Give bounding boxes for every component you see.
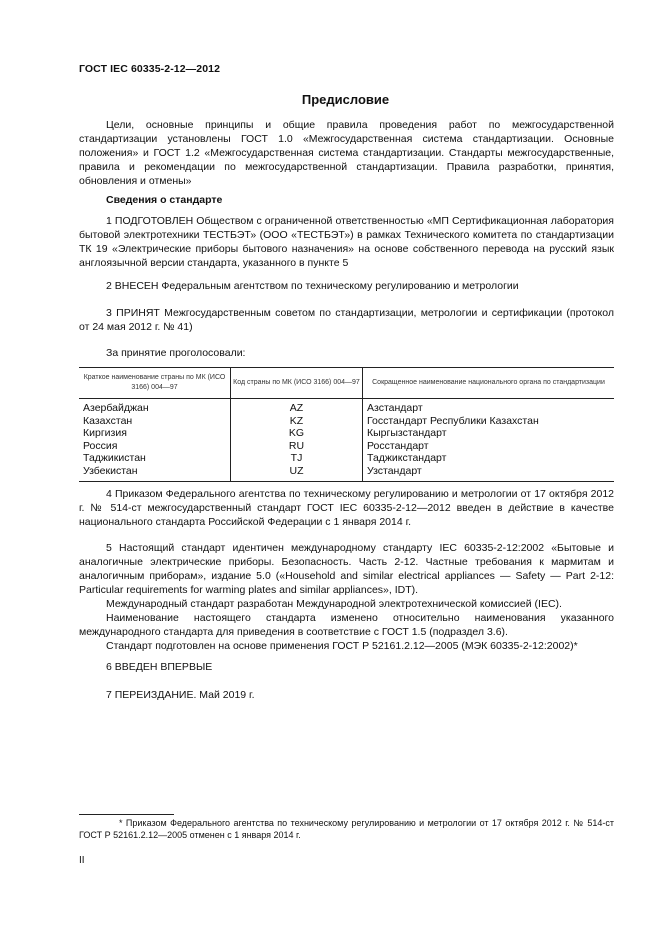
body-cell: Кыргызстандарт (367, 427, 447, 439)
item-6-text: 6 ВВЕДЕН ВПЕРВЫЕ (106, 661, 213, 673)
item-5-text: Стандарт подготовлен на основе применения ГОСТ Р 52161.2.12—2005 (МЭК 60335-2-12:2002)* (106, 640, 578, 652)
body-cell: Госстандарт Республики Казахстан (367, 414, 539, 427)
table-header-row (79, 368, 614, 399)
item-7 (79, 688, 614, 702)
body-cell: Таджикстандарт (367, 452, 447, 464)
body-cell: Узстандарт (367, 464, 422, 477)
country-cell: Узбекистан (83, 464, 138, 477)
item-6 (79, 660, 614, 674)
item-7-text: 7 ПЕРЕИЗДАНИЕ. Май 2019 г. (106, 689, 255, 701)
page-title: Предисловие (301, 92, 390, 107)
header-body: Сокращенное наименование национального органа по стандартизации (363, 368, 615, 399)
vote-intro-text: За принятие проголосовали: (106, 347, 246, 359)
item-4-text: 4 Приказом Федерального агентства по техническому регулированию и метрологии от 17 октября 2012 г. № 514-ст межгосударственный стандарт ГОСТ IEC 60335-2-12—2012 введен в действие в качестве национального стандарта Российской Федерации с 1 января 2014 г. (79, 488, 614, 528)
body-cell: Росстандарт (367, 439, 429, 452)
vote-intro (79, 346, 614, 360)
code-cell: RU (288, 439, 305, 452)
country-cell: Таджикистан (83, 452, 146, 464)
item-5 (79, 541, 614, 653)
item-5-text: Наименование настоящего стандарта изменено относительно наименования указанного международного стандарта для приведения в соответствие с ГОСТ 1.5 (подраздел 3.6). (79, 612, 614, 638)
item-2-text: 2 ВНЕСЕН Федеральным агентством по техническому регулированию и метрологии (106, 280, 519, 292)
code-cell: KZ (289, 414, 304, 427)
footnote-divider (79, 814, 174, 815)
code-cell: TJ (290, 452, 303, 464)
item-1-text: 1 ПОДГОТОВЛЕН Обществом с ограниченной ответственностью «МП Сертификационная лаборатория бытовой электротехники ТЕСТБЭТ» (ООО «ТЕСТБЭТ») в рамках Технического комитета по стандартизации ТК 19 «Электрические приборы бытового назначения» на основе собственного перевода на русский язык англоязычной версии стандарта, указанного в пункте 5 (79, 215, 614, 269)
item-5-text: Международный стандарт разработан Международной электротехнической комиссией (IEC). (106, 598, 562, 610)
code-column (231, 399, 363, 482)
body-cell: Азстандарт (367, 402, 423, 414)
document-code: ГОСТ IEC 60335-2-12—2012 (79, 63, 221, 75)
item-1 (79, 214, 614, 270)
header-country: Краткое наименование страны по МК (ИСО 3166) 004—97 (79, 368, 231, 399)
body-column (363, 399, 615, 482)
country-cell: Киргизия (83, 427, 127, 439)
footnote (79, 817, 614, 841)
table-row (79, 399, 614, 482)
intro-paragraph (79, 118, 614, 188)
page-number: II (79, 855, 85, 866)
country-cell: Азербайджан (83, 402, 149, 414)
item-3-text: 3 ПРИНЯТ Межгосударственным советом по стандартизации, метрологии и сертификации (протокол от 24 мая 2012 г. № 41) (79, 307, 614, 333)
country-cell: Россия (83, 439, 118, 452)
item-2 (79, 279, 614, 293)
item-3 (79, 306, 614, 334)
item-5-text: 5 Настоящий стандарт идентичен международному стандарту IEC 60335-2-12:2002 «Бытовые и аналогичные электрические приборы. Безопасность. Часть 2-12. Частные требования к мармитам и аналогичным приборам», издание 5.0 («Household and similar electrical appliances — Safety — Part 2-12: Particular requirements for warming plates and similar appliances», IDT). (79, 542, 614, 596)
code-cell: AZ (289, 402, 304, 414)
item-4 (79, 487, 614, 529)
code-cell: KG (288, 427, 305, 439)
section-title: Сведения о стандарте (106, 194, 223, 206)
country-cell: Казахстан (83, 414, 133, 427)
header-code: Код страны по МК (ИСО 3166) 004—97 (231, 368, 363, 399)
country-column (79, 399, 231, 482)
intro-text: Цели, основные принципы и общие правила проведения работ по межгосударственной стандартизации установлены ГОСТ 1.0 «Межгосударственная система стандартизации. Основные положения» и ГОСТ 1.2 «Межгосударственная система стандартизации. Стандарты межгосударственные, правила и рекомендации по межгосударственной стандартизации. Правила разработки, принятия, обновления и отмены» (79, 119, 614, 187)
code-cell: UZ (289, 464, 304, 477)
member-states-table (79, 367, 614, 482)
footnote-text: * Приказом Федерального агентства по техническому регулированию и метрологии от 17 октября 2012 г. № 514-ст ГОСТ Р 52161.2.12—2005 отменен с 1 января 2014 г. (79, 818, 614, 840)
